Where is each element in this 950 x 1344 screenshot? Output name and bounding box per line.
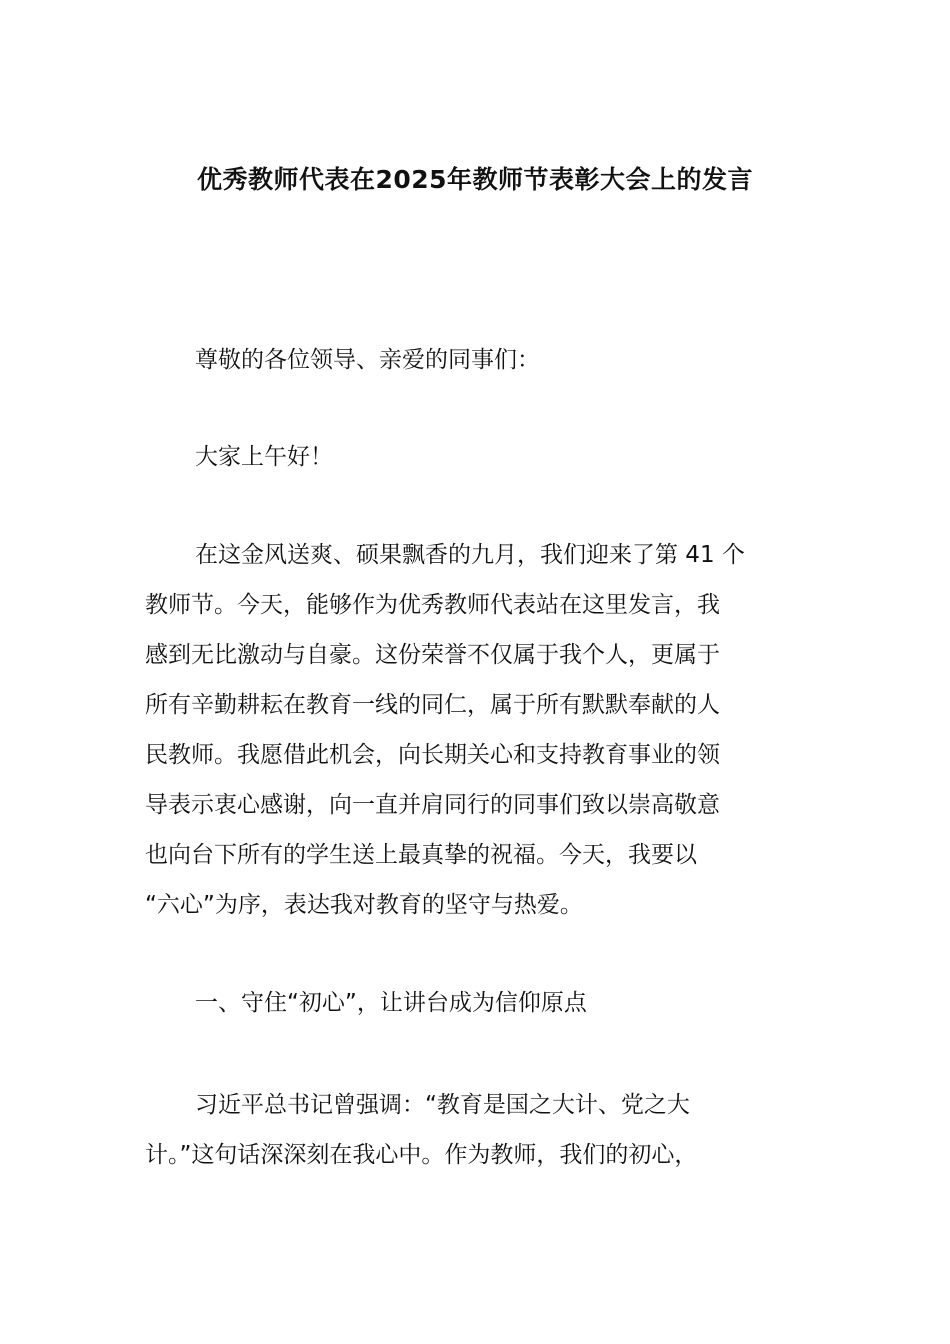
- paragraph-line: 也向台下所有的学生送上最真挚的祝福。今天，我要以: [145, 842, 697, 868]
- salutation-line: 尊敬的各位领导、亲爱的同事们：: [195, 347, 540, 373]
- paragraph-line: 计。”这句话深深刻在我心中。作为教师，我们的初心，: [145, 1142, 698, 1168]
- paragraph-line: 感到无比激动与自豪。这份荣誉不仅属于我个人，更属于: [145, 642, 720, 668]
- section-heading-line: 一、守住“初心”，让讲台成为信仰原点: [195, 990, 587, 1016]
- paragraph-intro: [145, 530, 810, 930]
- paragraph-line: 教师节。今天，能够作为优秀教师代表站在这里发言，我: [145, 592, 720, 618]
- document-title: 优秀教师代表在2025年教师节表彰大会上的发言: [196, 165, 754, 194]
- paragraph-line: 导表示衷心感谢，向一直并肩同行的同事们致以崇高敬意: [145, 792, 720, 818]
- paragraph-line: 民教师。我愿借此机会，向长期关心和支持教育事业的领: [145, 742, 720, 768]
- paragraph-line: 所有辛勤耕耘在教育一线的同仁，属于所有默默奉献的人: [145, 692, 720, 718]
- greeting-line: 大家上午好！: [195, 444, 333, 470]
- salutation: [145, 335, 810, 385]
- paragraph-section1: [145, 1080, 810, 1180]
- paragraph-line: “六心”为序，表达我对教育的坚守与热爱。: [145, 892, 583, 918]
- greeting: [145, 432, 810, 482]
- paragraph-line: 在这金风送爽、硕果飘香的九月，我们迎来了第 41 个: [195, 542, 745, 568]
- paragraph-line: 习近平总书记曾强调：“教育是国之大计、党之大: [195, 1092, 690, 1118]
- section-heading: [145, 978, 810, 1028]
